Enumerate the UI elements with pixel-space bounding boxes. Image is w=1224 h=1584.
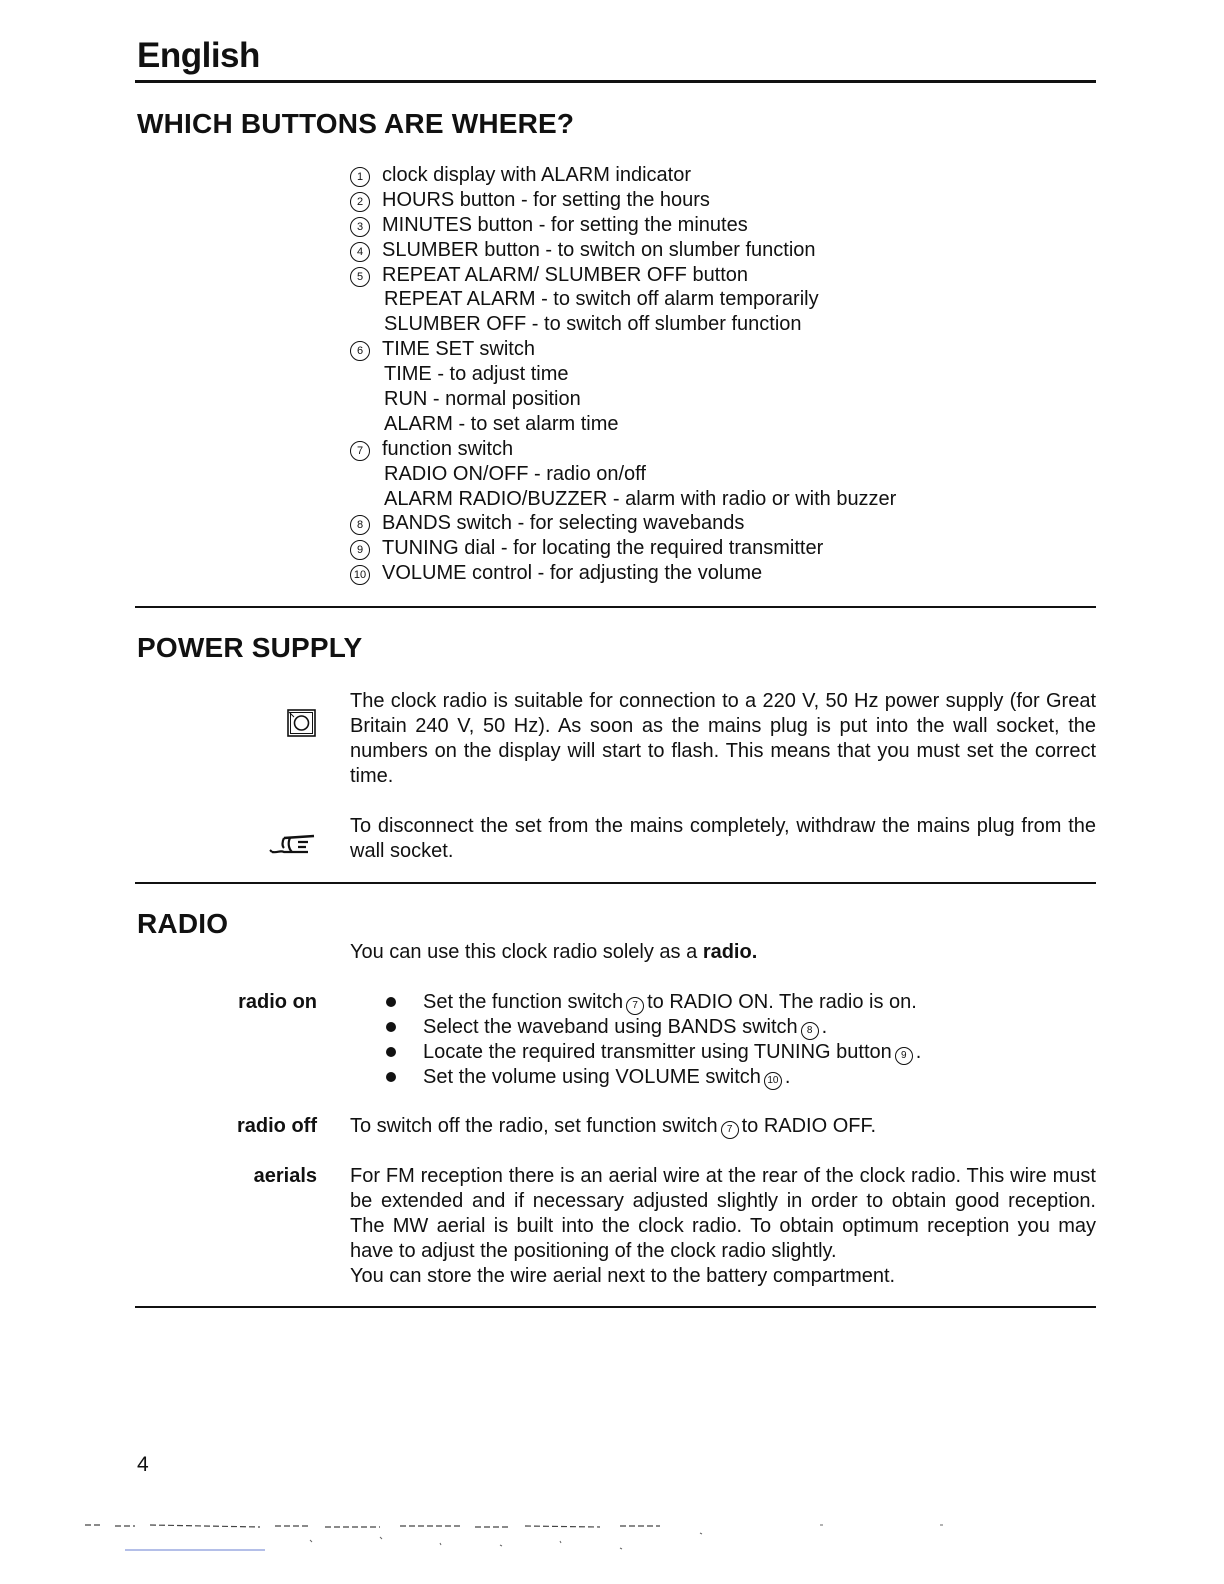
bullet-icon [386,1022,396,1032]
list-item-detail: RUN - normal position [384,388,581,411]
circled-number-icon: 9 [895,1047,913,1065]
circled-number-icon: 3 [350,217,370,237]
list-item [350,337,1050,362]
bullet-item [350,990,1096,1015]
aerials-text-storage: You can store the wire aerial next to the battery compartment. [350,1265,896,1287]
list-item-text: SLUMBER button - to switch on slumber function [382,238,816,261]
section-title-power: POWER SUPPLY [137,632,363,663]
list-item-detail: SLUMBER OFF - to switch off slumber function [384,313,802,336]
bullet-item [350,1015,1096,1040]
list-item-text: MINUTES button - for setting the minutes [382,213,748,236]
bullet-text: Locate the required transmitter using TUNING button [423,1041,892,1063]
circled-number-icon: 2 [350,192,370,212]
mains-socket-icon [287,709,316,737]
radio-off-text [350,1114,1096,1139]
bullet-item [350,1065,1096,1090]
bullet-text: Set the volume using VOLUME switch [423,1066,761,1088]
list-item [350,188,1050,213]
circled-number-icon: 7 [721,1121,739,1139]
list-item [350,511,1050,536]
page-number: 4 [137,1453,149,1476]
section-divider [135,882,1096,884]
list-item-detail: TIME - to adjust time [384,363,569,386]
circled-number-icon: 6 [350,341,370,361]
power-paragraph: The clock radio is suitable for connection to a 220 V, 50 Hz power supply (for Great Britain 240 V, 50 Hz). As soon as the mains plug is put into the wall socket, the numbers on the display will start to flash. This means that you must set the correct time. [350,690,1096,787]
section-title-radio: RADIO [137,908,229,939]
radio-intro-bold: radio. [702,941,758,963]
buttons-list [350,163,1050,586]
list-item-detail: ALARM - to set alarm time [384,412,619,435]
aerials-text: For FM reception there is an aerial wire at the rear of the clock radio. This wire must be extended and if necessary adjusted slightly in order to obtain good reception. The MW aerial is built into the clock radio. To obtain optimum reception you may have to adjust the positioning of the clock radio slightly. [350,1165,1096,1262]
bullet-text-end: to RADIO ON. The radio is on. [647,991,917,1013]
list-item-detail: ALARM RADIO/BUZZER - alarm with radio or with buzzer [384,487,897,510]
list-item-text: REPEAT ALARM/ SLUMBER OFF button [382,263,749,286]
bullet-text: Select the waveband using BANDS switch [423,1016,798,1038]
circled-number-icon: 4 [350,242,370,262]
list-item [350,263,1050,288]
pointing-hand-icon [268,826,318,858]
list-item-detail: REPEAT ALARM - to switch off alarm temporarily [384,288,819,311]
circled-number-icon: 1 [350,167,370,187]
list-item [350,437,1050,462]
radio-on-bullets [350,990,1096,1090]
header-rule [135,80,1096,83]
radio-on-label: radio on [238,991,317,1013]
list-item [350,213,1050,238]
bullet-text-end: . [915,1041,922,1063]
radio-intro [350,940,1096,965]
list-item-text: clock display with ALARM indicator [382,164,692,186]
circled-number-icon: 9 [350,540,370,560]
list-item-text: VOLUME control - for adjusting the volume [382,562,763,585]
circled-number-icon: 7 [350,441,370,461]
power-disconnect-paragraph: To disconnect the set from the mains completely, withdraw the mains plug from the wall socket. [350,815,1096,862]
list-item [350,561,1050,586]
list-item [350,163,1050,188]
bullet-icon [386,1072,396,1082]
circled-number-icon: 8 [350,515,370,535]
circled-number-icon: 5 [350,267,370,287]
radio-intro-text: You can use this clock radio solely as a [350,941,698,963]
bullet-text-end: . [784,1066,791,1088]
list-item-detail: RADIO ON/OFF - radio on/off [384,462,646,485]
circled-number-icon: 7 [626,997,644,1015]
scan-artifact [80,1515,1080,1575]
section-title-buttons: WHICH BUTTONS ARE WHERE? [137,108,575,139]
radio-off-post: to RADIO OFF. [741,1115,877,1137]
list-item-text: BANDS switch - for selecting wavebands [382,512,745,535]
list-item [350,536,1050,561]
radio-off-label: radio off [237,1115,317,1137]
section-divider [135,606,1096,608]
bullet-item [350,1040,1096,1065]
bullet-text-end: . [821,1016,828,1038]
aerials-paragraph [350,1164,1096,1289]
bullet-text: Set the function switch [423,991,624,1013]
list-item-text: function switch [382,437,514,460]
list-item [350,238,1050,263]
list-item-text: TUNING dial - for locating the required transmitter [382,537,824,560]
bullet-icon [386,997,396,1007]
bullet-icon [386,1047,396,1057]
circled-number-icon: 8 [801,1022,819,1040]
list-item-text: HOURS button - for setting the hours [382,188,710,211]
section-divider [135,1306,1096,1308]
language-heading: English [137,36,260,75]
circled-number-icon: 10 [764,1072,782,1090]
circled-number-icon: 10 [350,565,370,585]
radio-off-pre: To switch off the radio, set function switch [350,1115,718,1137]
list-item-text: TIME SET switch [382,338,535,361]
aerials-label: aerials [253,1165,317,1187]
